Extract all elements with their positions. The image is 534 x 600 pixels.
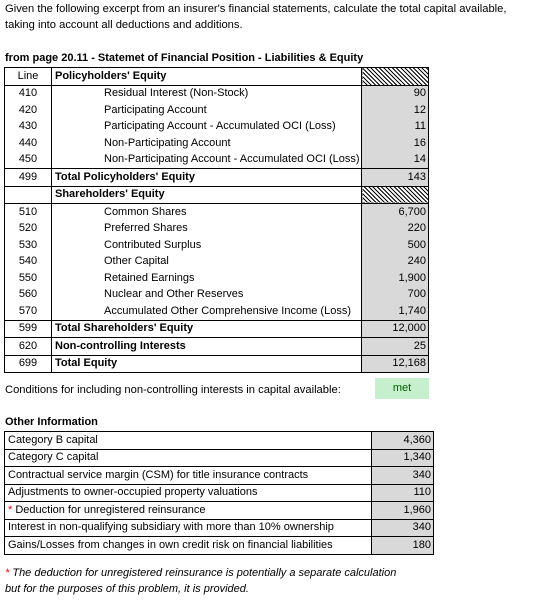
row-value: 180 [372,537,434,555]
table-row [5,270,429,287]
line-number: 510 [5,204,52,221]
row-description: Participating Account [104,103,207,116]
line-number: 540 [5,254,52,271]
row-value: 11 [362,119,429,136]
financial-position-table [4,67,429,373]
line-number: 430 [5,119,52,136]
table-row [5,221,429,238]
row-value: 12 [362,102,429,119]
row-value: 6,700 [362,204,429,221]
line-column-header: Line [5,68,52,86]
total-policyholders-row [5,169,429,187]
table-row [5,85,429,102]
footnote-line-1 [5,565,396,581]
row-description: Retained Earnings [104,271,195,284]
table-row [5,449,434,467]
row-description: Accumulated Other Comprehensive Income (Loss) [104,304,351,317]
row-description: Nuclear and Other Reserves [104,288,244,301]
other-information-table [4,431,434,555]
condition-status-badge: met [375,378,429,399]
row-description: Non-controlling Interests [52,338,362,356]
row-value: 700 [362,287,429,304]
hatched-cell [362,186,429,204]
total-equity-row [5,355,429,373]
row-description: Category C capital [5,449,372,467]
row-description: Total Equity [55,357,118,370]
table-row [5,204,429,221]
table-row [5,152,429,169]
table-row [5,135,429,152]
table-row [5,303,429,320]
shareholders-header-row [5,186,429,204]
row-description-text: Deduction for unregistered reinsurance [15,503,206,516]
row-description: Interest in non-qualifying subsidiary with more than 10% ownership [5,519,372,537]
table-row [5,537,434,555]
policyholders-equity-header: Policyholders' Equity [52,68,362,86]
table-row [5,467,434,485]
row-value: 220 [362,221,429,238]
row-description: Gains/Losses from changes in own credit risk on financial liabilities [8,538,333,551]
row-description: Common Shares [104,205,187,218]
row-value: 4,360 [372,432,434,450]
row-value: 110 [372,484,434,502]
row-value: 1,900 [362,270,429,287]
line-number: 520 [5,221,52,238]
line-number: 410 [5,85,52,102]
row-value: 12,168 [362,355,429,373]
table-row [5,519,434,537]
line-number: 699 [5,355,52,373]
row-description: Total Shareholders' Equity [52,320,362,338]
line-number: 560 [5,287,52,304]
table-row [5,502,434,520]
intro-text: Given the following excerpt from an insurer's financial statements, calculate the total capital available, taking into account all deductions and additions. [5,3,507,31]
footnote-text-2: but for the purposes of this problem, it is provided. [5,583,249,595]
row-description: Contributed Surplus [104,238,202,251]
row-value: 1,740 [362,303,429,320]
table-row [5,237,429,254]
total-shareholders-row [5,320,429,338]
row-description: Adjustments to owner-occupied property valuations [5,484,372,502]
row-description: Preferred Shares [104,222,188,235]
row-value: 12,000 [362,320,429,338]
line-number-empty [5,186,52,204]
row-value: 340 [372,467,434,485]
condition-label: Conditions for including non-controlling interests in capital available: [5,384,341,396]
noncontrolling-row [5,338,429,356]
hatched-cell [362,68,429,86]
asterisk-marker: * [8,503,13,516]
row-value: 1,960 [372,502,434,520]
footnote [5,565,396,597]
statement-title: from page 20.11 - Statemet of Financial Position - Liabilities & Equity [5,52,364,64]
line-number: 420 [5,102,52,119]
row-value: 16 [362,135,429,152]
line-number: 570 [5,303,52,320]
line-number: 450 [5,152,52,169]
other-info-title: Other Information [5,416,98,428]
table-row [5,254,429,271]
row-value: 240 [362,254,429,271]
asterisk-marker: * [5,567,10,579]
row-value: 25 [362,338,429,356]
line-number: 550 [5,270,52,287]
table-row [5,102,429,119]
row-description: Total Policyholders' Equity [52,169,362,187]
policyholders-header-row [5,68,429,86]
row-description: Contractual service margin (CSM) for title insurance contracts [5,467,372,485]
row-description: Category B capital [5,432,372,450]
line-number: 440 [5,135,52,152]
line-number: 620 [5,338,52,356]
footnote-text-1: The deduction for unregistered reinsurance is potentially a separate calculation [12,567,397,579]
table-row [5,119,429,136]
line-number: 499 [5,169,52,187]
row-value: 340 [372,519,434,537]
line-number: 530 [5,237,52,254]
row-description: Non-Participating Account [104,136,231,149]
row-value: 143 [362,169,429,187]
row-description: Non-Participating Account - Accumulated OCI (Loss) [104,153,360,166]
line-number: 599 [5,320,52,338]
row-description: Other Capital [104,255,169,268]
row-description: Residual Interest (Non-Stock) [104,87,249,100]
table-row [5,432,434,450]
row-description: Participating Account - Accumulated OCI (Loss) [104,120,336,133]
row-value: 500 [362,237,429,254]
table-row [5,484,434,502]
row-value: 14 [362,152,429,169]
row-description [5,502,372,520]
shareholders-equity-header: Shareholders' Equity [52,186,362,204]
table-row [5,287,429,304]
row-value: 90 [362,85,429,102]
row-value: 1,340 [372,449,434,467]
